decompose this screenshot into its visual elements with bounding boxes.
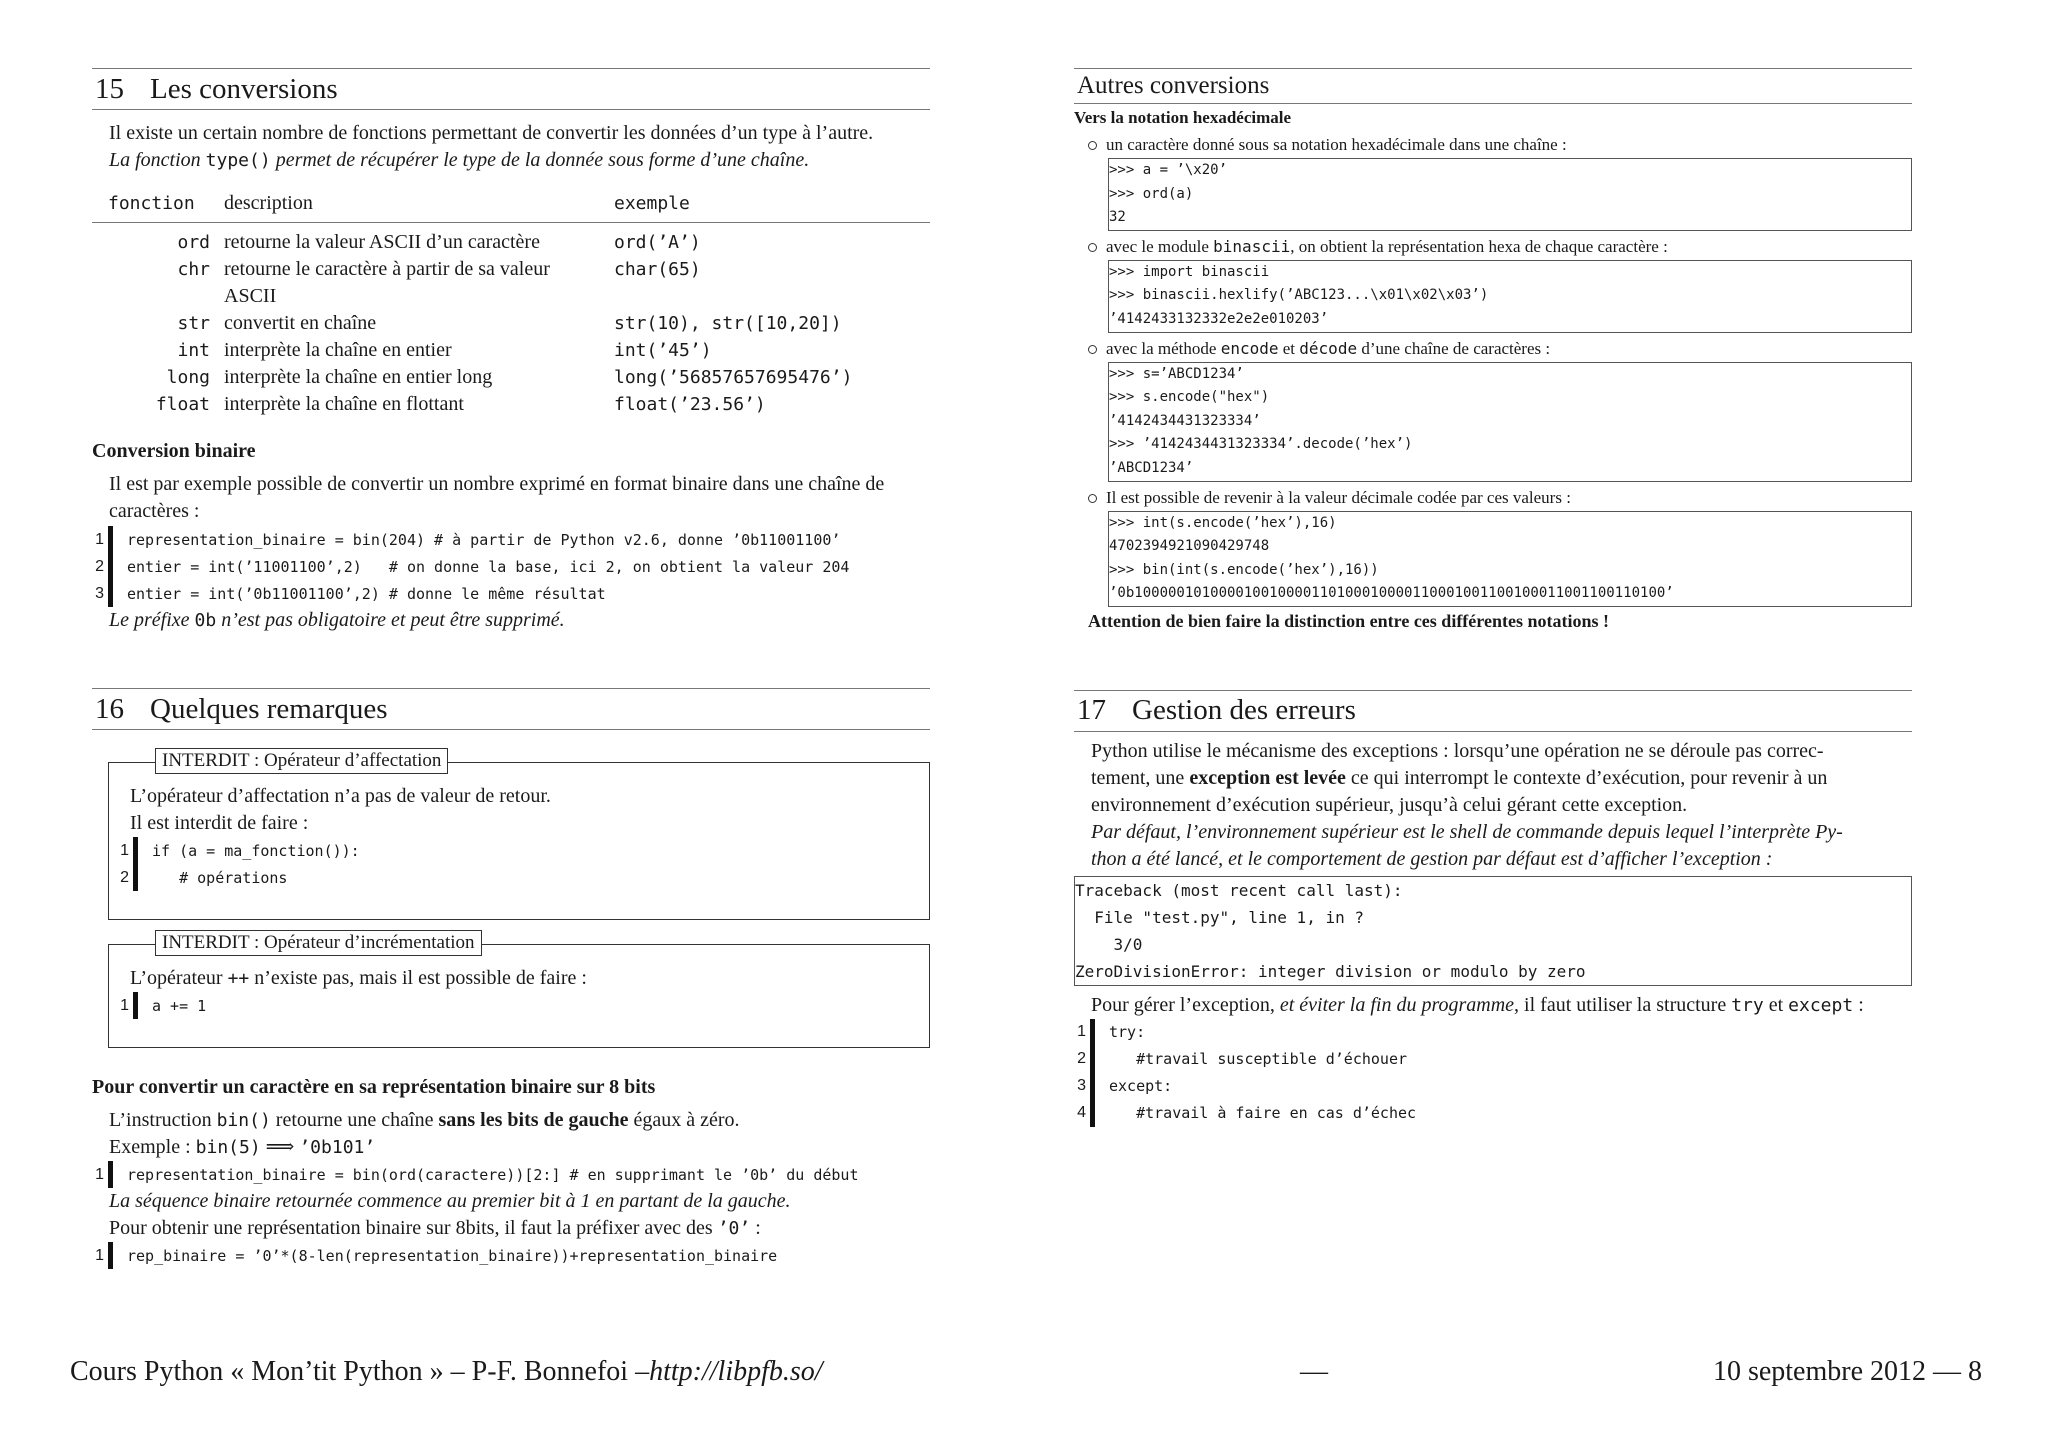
binary8-heading: Pour convertir un caractère en sa représentation binaire sur 8 bits: [92, 1076, 656, 1098]
cell-description: retourne le caractère à partir de sa valeur ASCII: [224, 258, 550, 307]
code-line: 2 #travail susceptible d’échouer: [1074, 1046, 1912, 1073]
col-header-fonction: fonction: [108, 192, 195, 214]
table-body: [92, 223, 930, 419]
table-row: [92, 256, 930, 310]
prefix-note: Le préfixe 0b n’est pas obligatoire et peut être supprimé.: [109, 609, 565, 631]
footer-url[interactable]: http://libpfb.so/: [649, 1356, 823, 1387]
code-line: 1 try:: [1074, 1019, 1912, 1046]
binary-heading: Conversion binaire: [92, 440, 256, 462]
table-row: [92, 310, 930, 337]
code-box: [1108, 260, 1912, 333]
code-box-line: >>> s.encode("hex"): [1109, 389, 1270, 406]
cell-description: interprète la chaîne en entier long: [224, 366, 493, 388]
table-row: [92, 391, 930, 418]
bullet-item: un caractère donné sous sa notation hexadécimale dans une chaîne :: [1088, 133, 1912, 157]
code-box-line: >>> import binascii: [1109, 263, 1270, 280]
box-area-2: [92, 922, 930, 1066]
box-title: INTERDIT : Opérateur d’incrémentation: [155, 930, 482, 956]
bin-paragraph-4: Pour obtenir une représentation binaire sur 8bits, il faut la préfixer avec des ’0’ :: [109, 1217, 761, 1239]
box-code: [117, 837, 929, 891]
code-line: 3 except:: [1074, 1073, 1912, 1100]
cell-description: interprète la chaîne en entier: [224, 339, 452, 361]
code-line: 2 entier = int(’11001100’,2) # on donne la base, ici 2, on obtient la valeur 204: [92, 553, 930, 580]
box-line: Il est interdit de faire :: [130, 812, 309, 834]
bin-paragraph-3: La séquence binaire retournée commence au premier bit à 1 en partant de la gauche.: [109, 1190, 791, 1212]
section-16-header: [92, 688, 930, 730]
binary-text: Il est par exemple possible de convertir un nombre exprimé en format binaire dans une chaîne de caractères :: [109, 473, 885, 522]
traceback-line: 3/0: [1075, 934, 1143, 954]
code-box-line: >>> ’4142434431323334’.decode(’hex’): [1109, 436, 1413, 453]
traceback-line: File "test.py", line 1, in ?: [1075, 907, 1364, 927]
section-title: Gestion des erreurs: [1132, 694, 1356, 727]
footer-left: Cours Python « Mon’tit Python » – P-F. Bonnefoi – http://libpfb.so/: [70, 1356, 823, 1387]
intro-line-1: Il existe un certain nombre de fonctions permettant de convertir les données d’un type à l’autre.: [109, 122, 874, 144]
code-line: 1 representation_binaire = bin(204) # à partir de Python v2.6, donne ’0b11001100’: [92, 526, 930, 553]
conversion-table: [92, 184, 930, 418]
cell-example: int(’45’): [614, 340, 712, 361]
cell-description: retourne la valeur ASCII d’un caractère: [224, 231, 540, 253]
box-line: L’opérateur ++ n’existe pas, mais il est possible de faire :: [130, 967, 587, 989]
code-line: 2 # opérations: [117, 864, 929, 891]
traceback-box: [1074, 876, 1912, 986]
cell-description: interprète la chaîne en flottant: [224, 393, 464, 415]
bin-paragraph-1: L’instruction bin() retourne une chaîne sans les bits de gauche égaux à zéro.: [109, 1109, 740, 1131]
code-box-line: ’ABCD1234’: [1109, 459, 1194, 476]
code-box-line: >>> binascii.hexlify(’ABC123...\x01\x02\x03’): [1109, 287, 1489, 304]
cell-function: chr: [177, 259, 210, 280]
code-box-line: ’4142434431323334’: [1109, 412, 1261, 429]
autres-conversions-header: [1074, 68, 1912, 104]
cell-function: ord: [177, 232, 210, 253]
traceback-line: ZeroDivisionError: integer division or modulo by zero: [1075, 961, 1586, 981]
cell-function: str: [177, 313, 210, 334]
cell-example: char(65): [614, 259, 701, 280]
code-box-line: ’0b100000101000010010000110100010000110001001100100011001100110100’: [1109, 585, 1674, 602]
code-box-line: 4702394921090429748: [1109, 538, 1270, 555]
section-number: 15: [95, 72, 124, 105]
section-number: 16: [95, 692, 124, 725]
traceback-line: Traceback (most recent call last):: [1075, 880, 1403, 900]
left-column: [92, 68, 930, 1269]
section-15-header: [92, 68, 930, 110]
code-box: [1108, 511, 1912, 607]
bullet-item: Il est possible de revenir à la valeur décimale codée par ces valeurs :: [1088, 486, 1912, 510]
try-except-paragraph: Pour gérer l’exception, et éviter la fin du programme, il faut utiliser la structure try et except :: [1091, 993, 1864, 1016]
code-line: 1 rep_binaire = ’0’*(8-len(representation_binaire))+representation_binaire: [92, 1242, 930, 1269]
section-title: Autres conversions: [1077, 72, 1270, 99]
bin-example: Exemple : bin(5) ⟹ ’0b101’: [109, 1136, 376, 1158]
code-box: [1108, 362, 1912, 482]
section-17-header: [1074, 690, 1912, 732]
code-box-line: >>> ord(a): [1109, 185, 1194, 202]
code-box-line: >>> s=’ABCD1234’: [1109, 365, 1244, 382]
cell-description: convertit en chaîne: [224, 312, 377, 334]
code-line: 4 #travail à faire en cas d’échec: [1074, 1100, 1912, 1127]
footer-center: —: [1300, 1356, 1328, 1387]
box-area-1: [92, 730, 930, 922]
bullet-item: avec la méthode encode et décode d’une chaîne de caractères :: [1088, 337, 1912, 361]
interdit-affectation-box: [108, 750, 930, 920]
right-column: [1074, 68, 1912, 1127]
code-box-line: ’4142433132332e2e2e010203’: [1109, 310, 1329, 327]
cell-example: str(10), str([10,20]): [614, 313, 842, 334]
cell-function: long: [166, 367, 210, 388]
code-box-line: >>> int(s.encode(’hex’),16): [1109, 514, 1337, 531]
intro-paragraph: [109, 120, 930, 174]
footer-right: 10 septembre 2012 — 8: [1712, 1356, 1982, 1387]
col-header-exemple: exemple: [614, 192, 690, 214]
code-box: [1108, 158, 1912, 231]
table-row: [92, 364, 930, 391]
binary-code-listing: [92, 526, 930, 607]
table-row: [92, 223, 930, 257]
section-number: 17: [1077, 694, 1106, 727]
hex-subheading: Vers la notation hexadécimale: [1074, 108, 1292, 127]
exceptions-paragraph: Python utilise le mécanisme des exceptions : lorsqu’une opération ne se déroule pas correc- tement, une exception est levée ce qui interrompt le contexte d’exécution, pour revenir à un environnement d’exécution supérieur, jusqu’à celui gérant cette exception. Par défaut, l’environnement supérieur est le shell de commande depuis lequel l’interprète Py- thon a été lancé, et le comportement de gestion par défaut est d’afficher l’exception :: [1091, 739, 1843, 870]
bullet-item: avec le module binascii, on obtient la représentation hexa de chaque caractère :: [1088, 235, 1912, 259]
try-except-code: [1074, 1019, 1912, 1127]
section-title: Les conversions: [150, 72, 338, 105]
interdit-increment-box: [108, 932, 930, 1048]
box-line: L’opérateur d’affectation n’a pas de valeur de retour.: [130, 785, 551, 807]
code-line: 3 entier = int(’0b11001100’,2) # donne le même résultat: [92, 580, 930, 607]
code-box-line: >>> bin(int(s.encode(’hex’),16)): [1109, 561, 1379, 578]
section-title: Quelques remarques: [150, 692, 388, 725]
col-header-description: description: [224, 191, 313, 214]
cell-function: int: [177, 340, 210, 361]
code-box-line: >>> a = ’\x20’: [1109, 162, 1228, 178]
cell-function: float: [155, 394, 210, 415]
table-row: [92, 337, 930, 364]
code-line: 1 representation_binaire = bin(ord(caractere))[2:] # en supprimant le ’0b’ du début: [92, 1161, 930, 1188]
code-line: 1 a += 1: [117, 992, 929, 1019]
warning-text: Attention de bien faire la distinction entre ces différentes notations !: [1088, 610, 1609, 631]
intro-line-2: La fonction type() permet de récupérer le type de la donnée sous forme d’une chaîne.: [109, 149, 810, 171]
box-code: [117, 992, 929, 1019]
cell-example: long(’56857657695476’): [614, 367, 853, 388]
cell-example: float(’23.56’): [614, 394, 766, 415]
box-title: INTERDIT : Opérateur d’affectation: [155, 748, 448, 774]
code-box-line: 32: [1109, 209, 1126, 226]
cell-example: ord(’A’): [614, 232, 701, 253]
code-line: 1 if (a = ma_fonction()):: [117, 837, 929, 864]
